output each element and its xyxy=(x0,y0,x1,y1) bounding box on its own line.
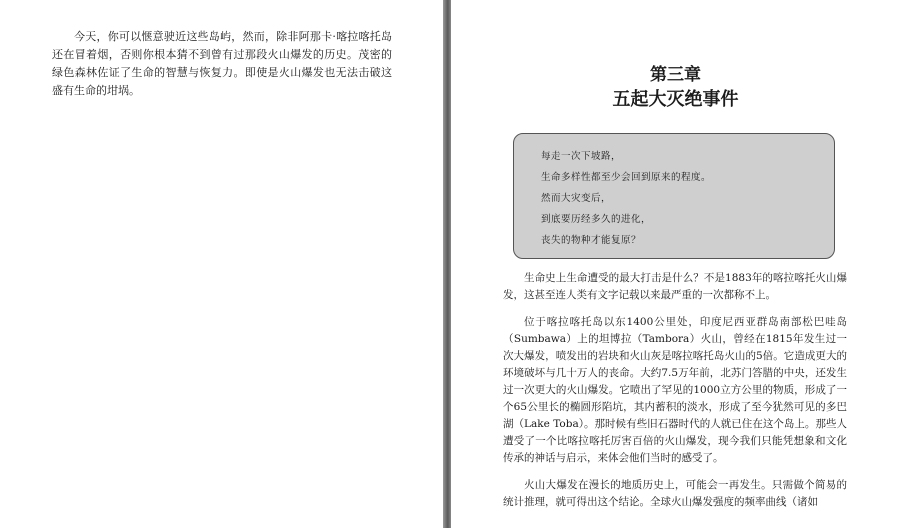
epigraph-line: 生命多样性都至少会回到原来的程度。 xyxy=(541,172,712,183)
chapter-number: 第三章 xyxy=(650,65,701,85)
epigraph-box xyxy=(513,133,835,259)
body-paragraph: 位于喀拉喀托岛以东1400公里处，印度尼西亚群岛南部松巴哇岛（Sumbawa）上的坦博拉（Tambora）火山，曾经在1815年发生过一次大爆发，喷发出的岩块和火山灰是喀拉喀托岛火山的5倍。它造成更大的环境破坏与几十万人的丧命。大约7.5万年前，北苏门答腊的中央，还发生过一次更大的火山爆发。它喷出了罕见的1000立方公里的物质，形成了一个65公里长的椭圆形陷坑，其内蓄积的淡水，形成了至今犹然可见的多巴湖（Lake Toba）。那时候有些旧石器时代的人就已住在这个岛上。那些人遭受了一个比喀拉喀托厉害百倍的火山爆发，现今我们只能凭想象和文化传承的神话与启示，来体会他们当时的感受了。 xyxy=(503,316,847,464)
left-page xyxy=(0,0,443,528)
chapter-body xyxy=(503,270,847,521)
body-paragraph: 火山大爆发在漫长的地质历史上，可能会一再发生。只需做个简易的统计推理，就可得出这个结论。全球火山爆发强度的频率曲线（诸如 xyxy=(503,479,847,508)
epigraph-line: 然而大灾变后， xyxy=(541,193,612,204)
epigraph-line: 每走一次下坡路， xyxy=(541,151,622,162)
left-page-paragraph: 今天，你可以惬意驶近这些岛屿，然而，除非阿那卡·喀拉喀托岛还在冒着烟，否则你根本猜不到曾有过那段火山爆发的历史。茂密的绿色森林佐证了生命的智慧与恢复力。即使是火山爆发也无法击破这盛有生命的坩埚。 xyxy=(52,30,392,97)
page-gutter xyxy=(443,0,451,528)
epigraph-line: 丧失的物种才能复原？ xyxy=(541,235,642,246)
right-page xyxy=(451,0,900,528)
body-paragraph: 生命史上生命遭受的最大打击是什么？不是1883年的喀拉喀托火山爆发，这甚至连人类有文字记载以来最严重的一次都称不上。 xyxy=(503,272,847,301)
epigraph-line: 到底要历经多久的进化， xyxy=(541,214,652,225)
chapter-title: 五起大灭绝事件 xyxy=(612,89,739,110)
